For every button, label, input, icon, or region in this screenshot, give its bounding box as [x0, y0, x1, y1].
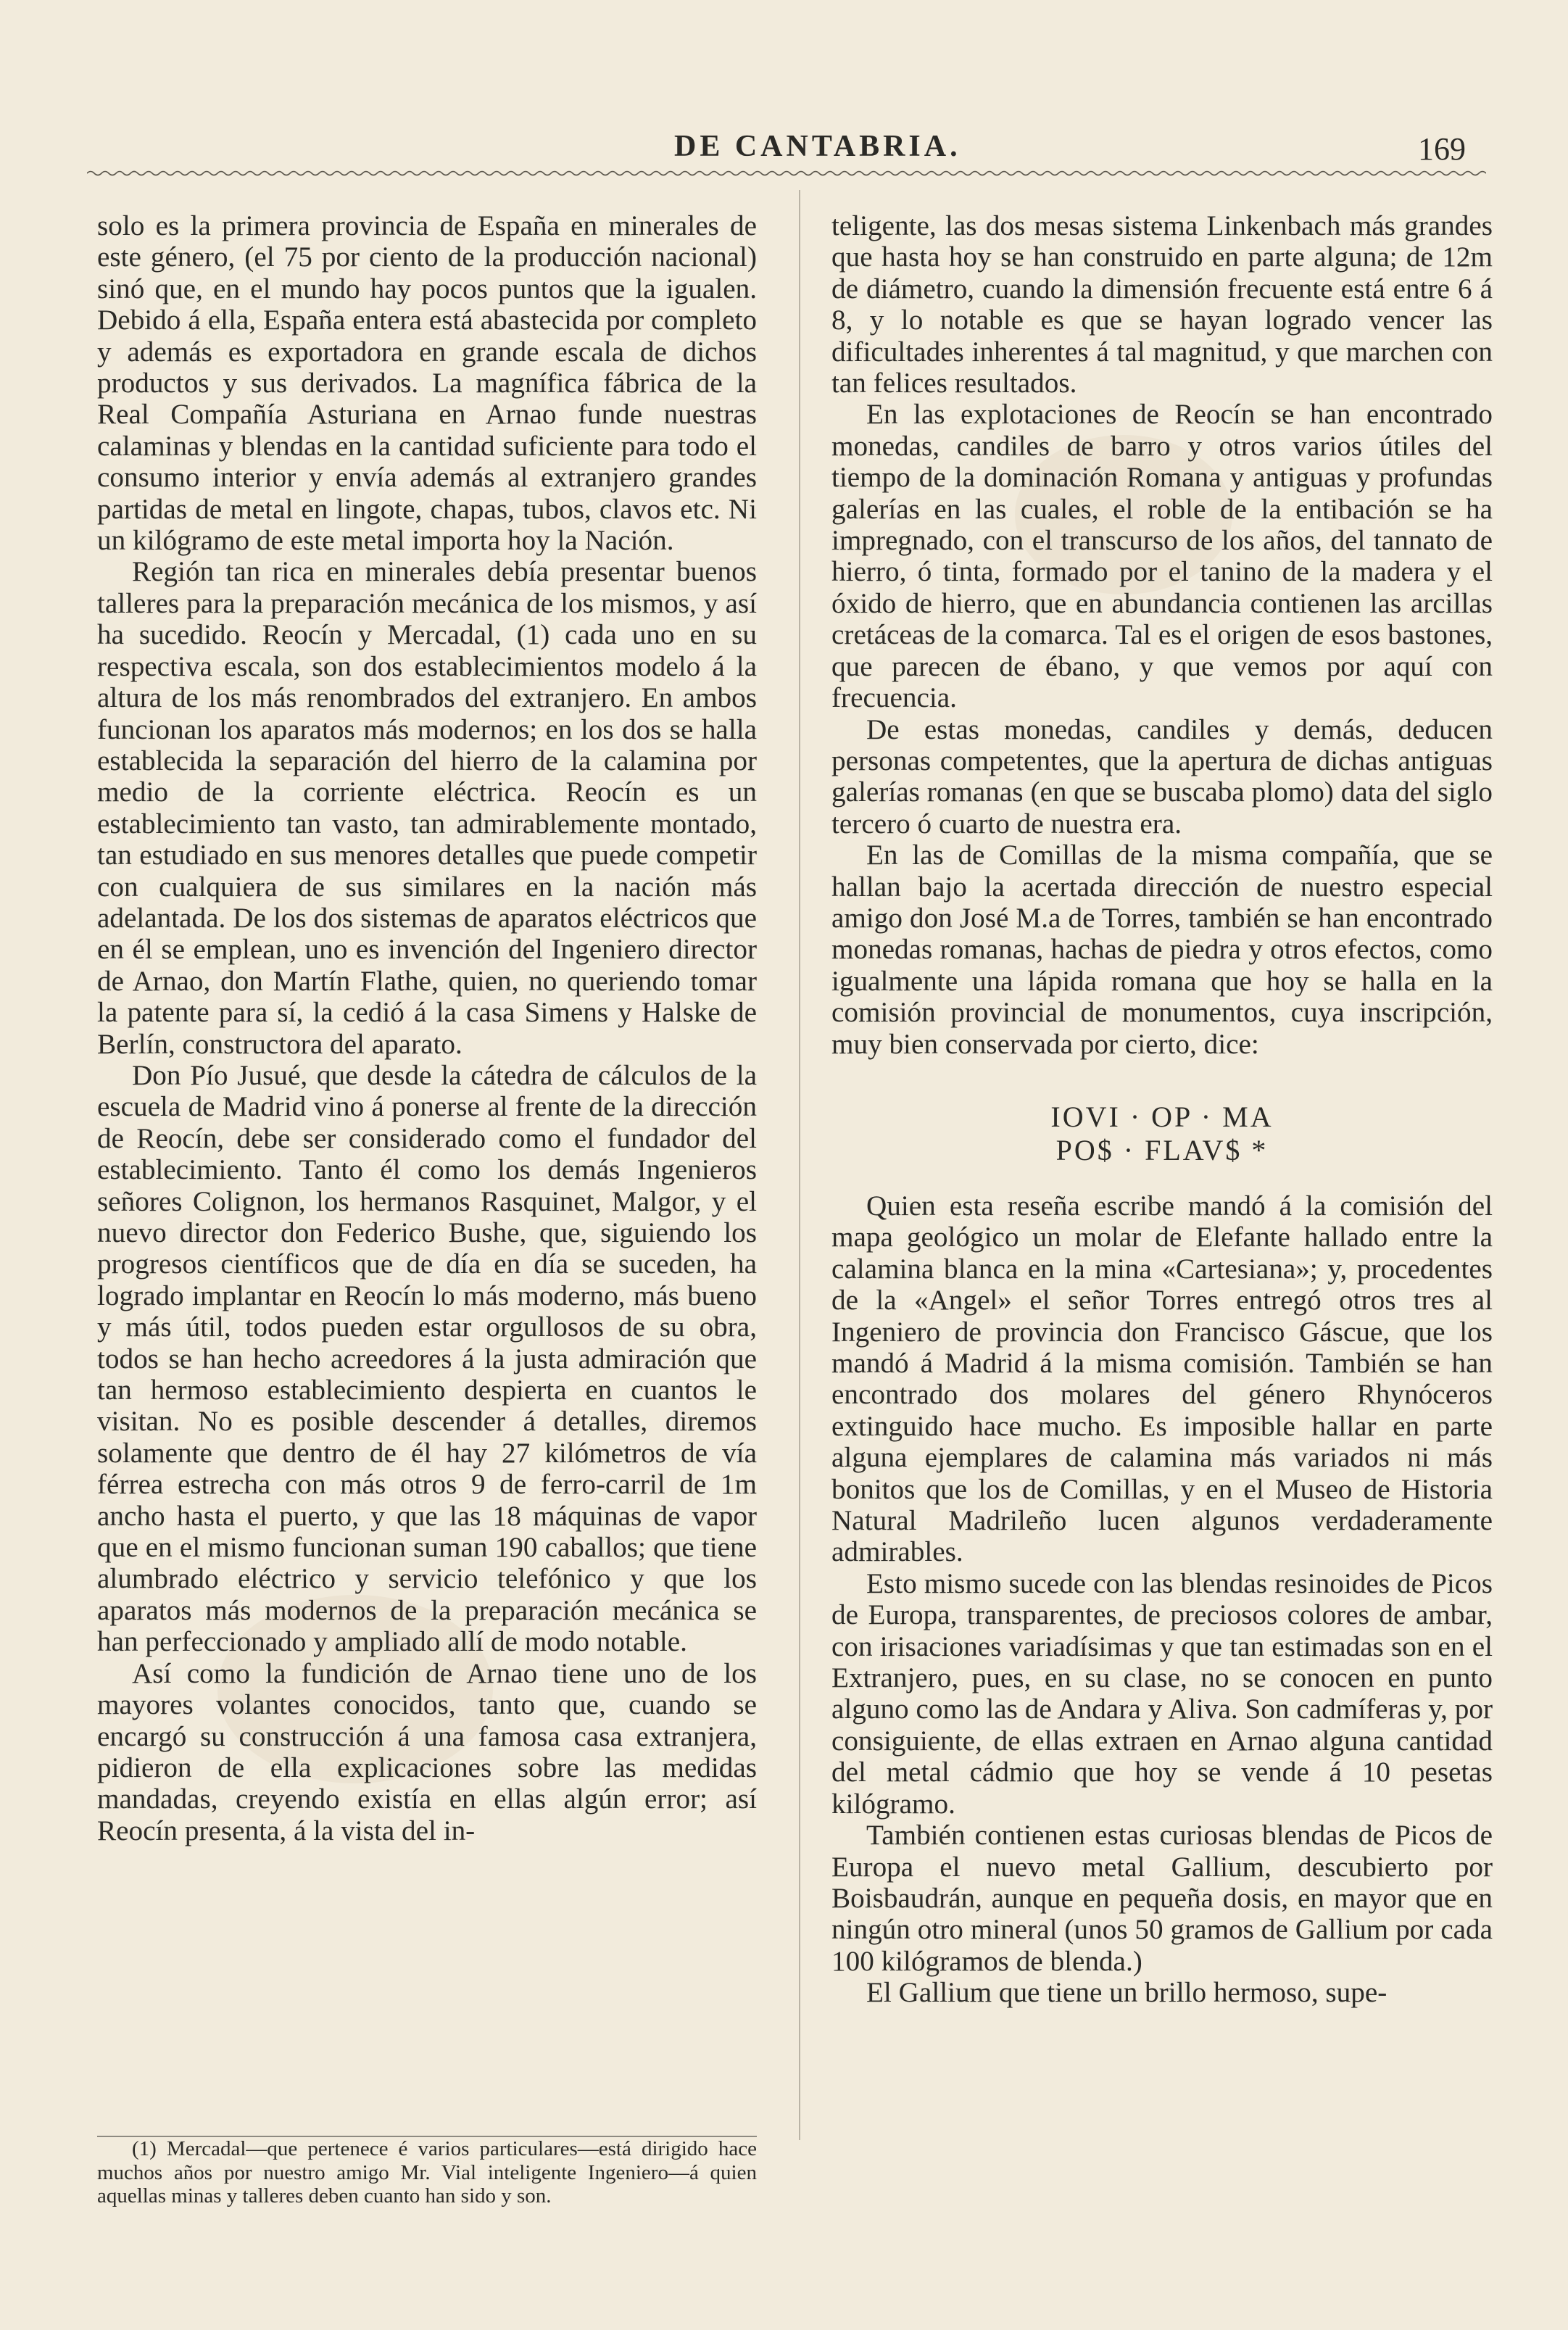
paragraph: Quien esta reseña escribe mandó á la comisión del mapa geológico un molar de Elefante hallado entre la calamina blanca en la mina «Cartesiana»; y, procedentes de la «Angel» el señor Torres entregó otros tres al Ingeniero de provincia don Francisco Gáscue, que los mandó á Madrid á la misma comisión. También se han encontrado dos molares del género Rhynóceros extinguido hace mucho. Es imposible hallar en parte alguna ejemplares de calamina más variados ni más bonitos que los de Comillas, y en el Museo de Historia Natural Madrileño lucen algunos verdaderamente admirables. [831, 1190, 1493, 1568]
right-column [831, 210, 1493, 2009]
paragraph: Don Pío Jusué, que desde la cátedra de cálculos de la escuela de Madrid vino á ponerse al frente de la dirección de Reocín, debe ser considerado como el fundador del establecimiento. Tanto él como los demás Ingenieros señores Colignon, los hermanos Rasquinet, Malgor, y el nuevo director don Federico Bushe, que, siguiendo los progresos científicos que de día en día se suceden, ha logrado implantar en Reocín lo más moderno, más bueno y más útil, todos pueden estar orgullosos de su obra, todos se han hecho acreedores á la justa admiración que tan hermoso establecimiento despierta en cuantos le visitan. No es posible descender á detalles, diremos solamente que dentro de él hay 27 kilómetros de vía férrea estrecha con más otros 9 de ferro-carril de 1m ancho hasta el puerto, y que las 18 máquinas de vapor que en el mismo funcionan suman 190 caballos; que tiene alumbrado eléctrico y servicio telefónico y que los aparatos más modernos de la preparación mecánica se han perfeccionado y ampliado allí de modo notable. [97, 1059, 757, 1658]
page-number: 169 [1418, 131, 1466, 167]
header-ornamental-rule [87, 170, 1486, 177]
left-column [97, 210, 757, 1846]
column-divider [799, 190, 800, 2140]
paragraph: De estas monedas, candiles y demás, deducen personas competentes, que la apertura de dichas antiguas galerías romanas (en que se buscaba plomo) data del siglo tercero ó cuarto de nuestra era. [831, 713, 1493, 839]
roman-inscription [831, 1100, 1493, 1167]
paragraph: En las explotaciones de Reocín se han encontrado monedas, candiles de barro y otros varios útiles del tiempo de la dominación Romana y antiguas y profundas galerías en las cuales, el roble de la entibación se ha impregnado, con el transcurso de los años, del tannato de hierro, ó tinta, formado por el tanino de la madera y el óxido de hierro, que en abundancia contienen las arcillas cretáceas de la comarca. Tal es el origen de esos bastones, que parecen de ébano, y que vemos por aquí con frecuencia. [831, 399, 1493, 714]
paragraph: En las de Comillas de la misma compañía, que se hallan bajo la acertada dirección de nuestro especial amigo don José M.a de Torres, también se han encontrado monedas romanas, hachas de piedra y otros efectos, como igualmente una lápida romana que hoy se halla en la comisión provincial de monumentos, cuya inscripción, muy bien conservada por cierto, dice: [831, 839, 1493, 1060]
paragraph: teligente, las dos mesas sistema Linkenbach más grandes que hasta hoy se han construido en parte alguna; de 12m de diámetro, cuando la dimensión frecuente está entre 6 á 8, y lo notable es que se hayan logrado vencer las dificultades inherentes á tal magnitud, y que marchen con tan felices resultados. [831, 210, 1493, 399]
paragraph: Así como la fundición de Arnao tiene uno de los mayores volantes conocidos, tanto que, cuando se encargó su construcción á una famosa casa extranjera, pidieron de ella explicaciones sobre las medidas mandadas, creyendo existía en ellas algún error; así Reocín presenta, á la vista del in- [97, 1657, 757, 1846]
paragraph: Esto mismo sucede con las blendas resinoides de Picos de Europa, transparentes, de preciosos colores de ambar, con irisaciones variadísimas y que tan estimadas son en el Extranjero, pues, en su clase, no se conocen en punto alguno como las de Andara y Aliva. Son cadmíferas y, por consiguiente, de ellas extraen en Arnao alguna cantidad del metal cádmio que hoy se vende á 10 pesetas kilógramo. [831, 1567, 1493, 1820]
paragraph: El Gallium que tiene un brillo hermoso, supe- [866, 1977, 1387, 2009]
paragraph: solo es la primera provincia de España en minerales de este género, (el 75 por ciento de la producción nacional) sinó que, en el mundo hay pocos puntos que la igualen. Debido á ella, España entera está abastecida por completo y además es exportadora en grande escala de dichos productos y sus derivados. La magnífica fábrica de la Real Compañía Asturiana en Arnao funde nuestras calaminas y blendas en la cantidad suficiente para todo el consumo interior y envía además al extranjero grandes partidas de metal en lingote, chapas, tubos, clavos etc. Ni un kilógramo de este metal importa hoy la Nación. [97, 210, 757, 557]
inscription-line: IOVI · OP · MA [1050, 1100, 1274, 1133]
footnote-text: (1) Mercadal—que pertenece é varios particulares—está dirigido hace muchos años por nuestro amigo Mr. Vial inteligente Ingeniero—á quien aquellas minas y talleres deben cuanto han sido y son. [97, 2137, 757, 2207]
page-header [94, 129, 1472, 173]
inscription-line: PO$ · FLAV$ * [1055, 1133, 1269, 1166]
running-title: DE CANTABRIA. [674, 130, 961, 163]
paragraph: Región tan rica en minerales debía presentar buenos talleres para la preparación mecánica de los mismos, y así ha sucedido. Reocín y Mercadal, (1) cada uno en su respectiva escala, son dos establecimientos modelo á la altura de los más renombrados del extranjero. En ambos funcionan los aparatos más modernos; en los dos se halla establecida la separación del hierro de la calamina por medio de la corriente eléctrica. Reocín es un establecimiento tan vasto, tan admirablemente montado, tan estudiado en sus menores detalles que puede competir con cualquiera de sus similares en la nación más adelantada. De los dos sistemas de aparatos eléctricos que en él se emplean, uno es invención del Ingeniero director de Arnao, don Martín Flathe, quien, no queriendo tomar la patente para sí, la cedió á la casa Simens y Halske de Berlín, constructora del aparato. [97, 556, 757, 1060]
paragraph: También contienen estas curiosas blendas de Picos de Europa el nuevo metal Gallium, descubierto por Boisbaudrán, aunque en pequeña dosis, en mayor que en ningún otro mineral (unos 50 gramos de Gallium por cada 100 kilógramos de blenda.) [831, 1820, 1493, 1977]
footnote [97, 2137, 757, 2208]
